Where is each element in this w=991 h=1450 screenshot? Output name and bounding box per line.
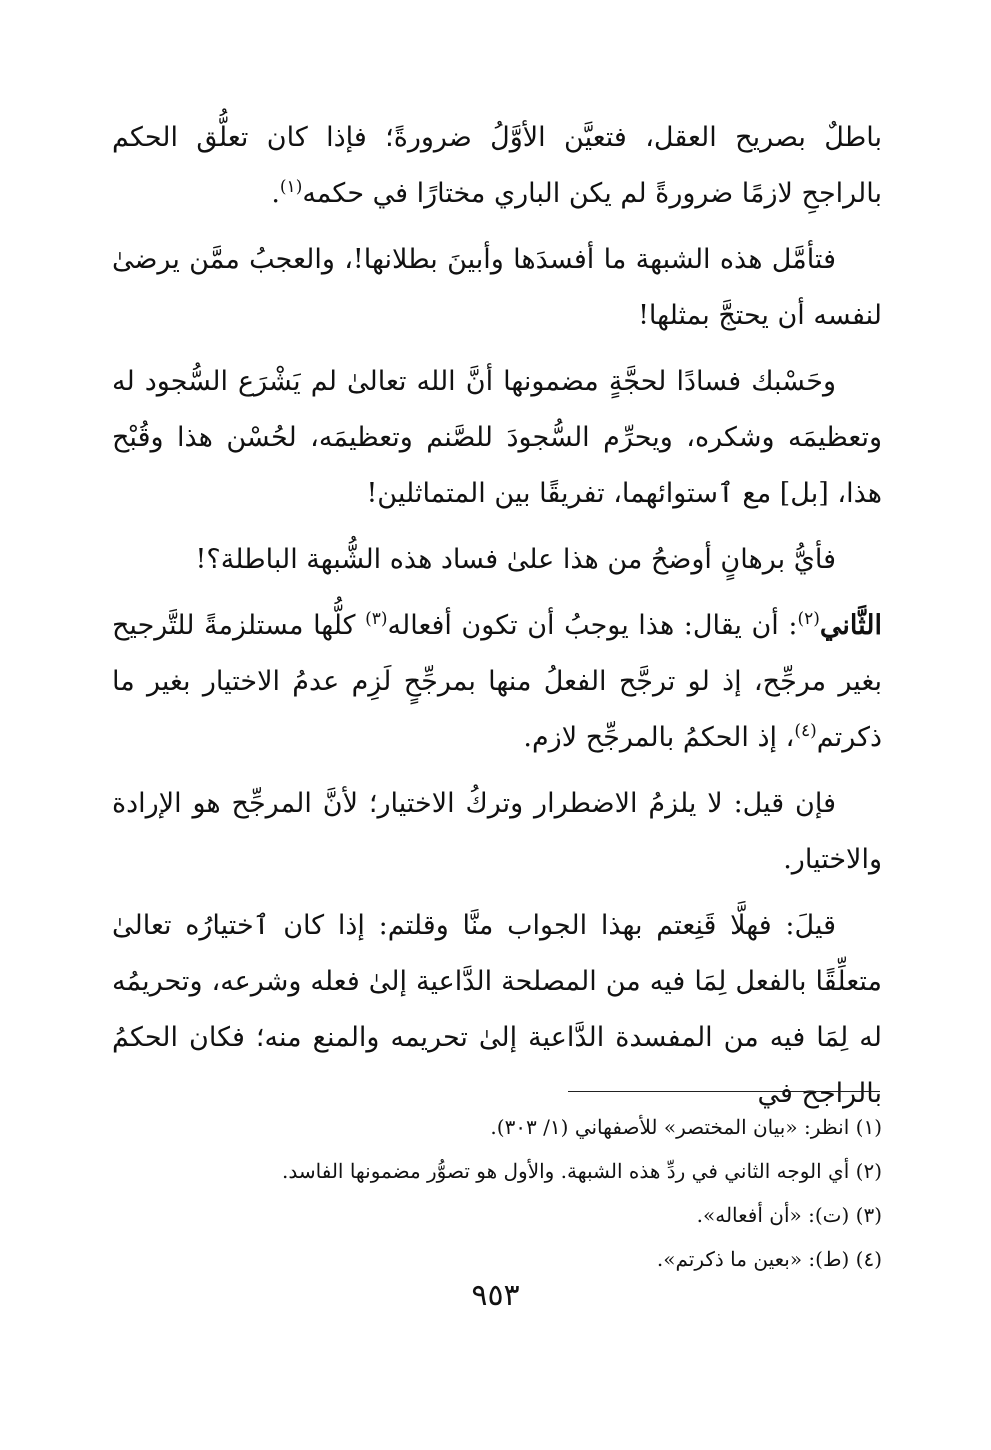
footnote-text: انظر: «بيان المختصر» للأصفهاني (١/ ٣٠٣). [490,1115,850,1139]
paragraph-6-text: فإن قيل: لا يلزمُ الاضطرار وتركُ الاختيار؛ لأنَّ المرجِّح هو الإرادة والاختيار. [112,788,882,875]
footnote-ref-4: (٤) [794,721,817,741]
page-number: ٩٥٣ [471,1278,520,1313]
paragraph-1 [112,110,882,222]
footnote-3 [112,1193,882,1237]
footnote-ref-2: (٢) [797,609,820,629]
footnote-text: أي الوجه الثاني في ردِّ هذه الشبهة. والأول هو تصوُّر مضمونها الفاسد. [282,1159,850,1183]
footnote-text: (ط): «بعين ما ذكرتم». [656,1247,850,1271]
paragraph-2 [112,232,882,344]
footnote-ref-3: (٣) [365,609,388,629]
paragraph-1-text: باطلٌ بصريح العقل، فتعيَّن الأوَّلُ ضرورةً؛ فإذا كان تعلُّق الحكم بالراجحِ لازمًا ضرورةً لم يكن الباري مختارًا في حكمه [112,122,882,209]
paragraph-5-text-3: ، إذ الحكمُ بالمرجِّح لازم. [523,722,795,753]
footnote-ref-1: (١) [279,177,303,197]
section-lead: الثَّاني [819,610,882,641]
paragraph-3 [112,354,882,522]
paragraph-1-end: . [271,178,280,209]
footnote-number: (٢) [855,1159,882,1183]
footnote-number: (٤) [855,1247,882,1271]
paragraph-4-text: فأيُّ برهانٍ أوضحُ من هذا علىٰ فساد هذه الشُّبهة الباطلة؟! [195,544,836,575]
footnote-2 [112,1149,882,1193]
paragraph-7 [112,898,882,1122]
footnotes [112,1105,882,1281]
paragraph-5 [112,598,882,766]
paragraph-3-text: وحَسْبك فسادًا لحجَّةٍ مضمونها أنَّ الله تعالىٰ لم يَشْرَع السُّجود له وتعظيمَه وشكره، ويحرِّم السُّجودَ للصَّنم وتعظيمَه، لحُسْن هذا وقُبْح هذا، [بل] مع ٱستوائهما، تفريقًا بين المتماثلين! [112,366,882,509]
footnote-number: (١) [855,1115,882,1139]
paragraph-4 [112,532,882,588]
footnote-separator [568,1091,880,1092]
footnote-4 [112,1237,882,1281]
paragraph-6 [112,776,882,888]
main-text [112,110,882,1132]
footnote-number: (٣) [855,1203,882,1227]
footnote-text: (ت): «أن أفعاله». [696,1203,850,1227]
paragraph-2-text: فتأمَّل هذه الشبهة ما أفسدَها وأبينَ بطلانها!، والعجبُ ممَّن يرضىٰ لنفسه أن يحتجَّ بمثلها! [112,244,882,331]
paragraph-5-text: : أن يقال: هذا يوجبُ أن تكون أفعاله [387,610,798,641]
paragraph-7-text: قيلَ: فهلَّا قَنِعتم بهذا الجواب منَّا وقلتم: إذا كان ٱختيارُه تعالىٰ متعلِّقًا بالفعل لِمَا فيه من المصلحة الدَّاعية إلىٰ فعله وشرعه، وتحريمُه له لِمَا فيه من المفسدة الدَّاعية إلىٰ تحريمه والمنع منه؛ فكان الحكمُ بالراجح في [112,910,882,1109]
footnote-1 [112,1105,882,1149]
paragraph-5-text-2: كلُّها مستلزمةً للتَّرجيح بغير مرجِّح، إذ لو ترجَّح الفعلُ منها بمرجِّحٍ لَزِم عدمُ الاختيار بغير ما ذكرتم [112,610,882,753]
